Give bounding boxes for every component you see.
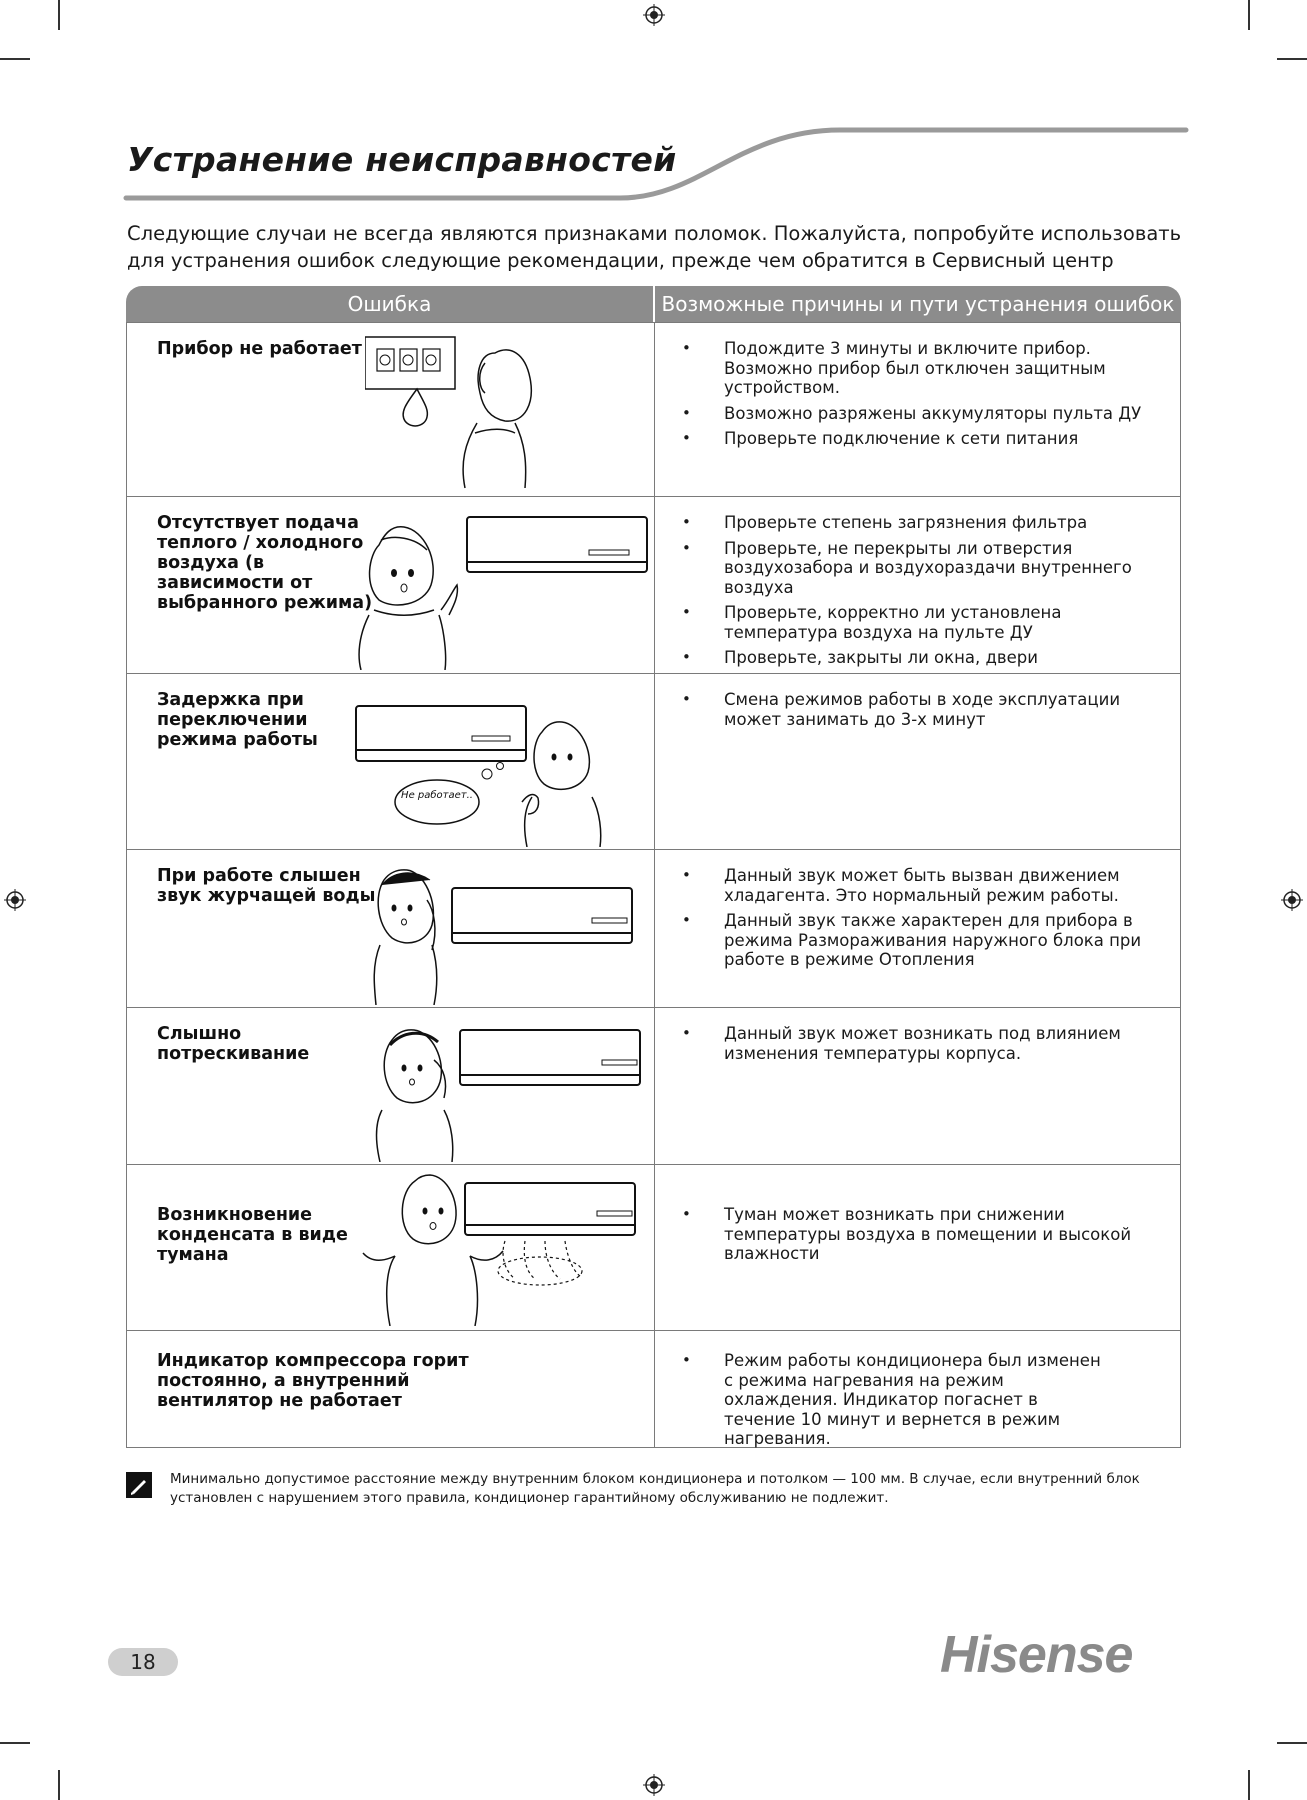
table-row — [126, 674, 1181, 850]
crop-mark — [0, 1742, 30, 1744]
header-problem: Ошибка — [126, 286, 653, 322]
woman-crackling-illustration — [372, 1020, 662, 1162]
cause-item: • Проверьте степень загрязнения фильтра — [682, 513, 1152, 533]
crop-mark — [1277, 1742, 1307, 1744]
table-row — [126, 850, 1181, 1008]
cause-item: • Туман может возникать при снижении температуры воздуха в помещении и высокой влажности — [682, 1205, 1152, 1264]
bubble-text-1: Не работает.. — [401, 790, 473, 801]
causes-list — [682, 690, 1152, 735]
causes-list — [682, 339, 1152, 455]
woman-listening-illustration — [372, 860, 652, 1005]
troubleshooting-table — [126, 286, 1181, 1448]
problem-text: Отсутствует подача теплого / холодного воздуха (в зависимости от выбранного режима) — [157, 513, 373, 613]
note-pencil-icon — [126, 1472, 152, 1498]
table-row — [126, 322, 1181, 497]
cause-item: • Возможно разряжены аккумуляторы пульта ДУ — [682, 404, 1152, 424]
problem-text: При работе слышен звук журчащей воды — [157, 866, 376, 906]
woman-fog-illustration — [355, 1171, 655, 1326]
cause-item: • Проверьте подключение к сети питания — [682, 429, 1152, 449]
causes-list — [682, 1205, 1152, 1270]
cause-item: • Смена режимов работы в ходе эксплуатации может занимать до 3-х минут — [682, 690, 1152, 729]
woman-air-conditioner-illustration — [349, 505, 649, 670]
problem-text: Возникновение конденсата в виде тумана — [157, 1205, 348, 1265]
problem-text: Слышно потрескивание — [157, 1024, 310, 1064]
causes-list — [682, 866, 1152, 976]
problem-text: Прибор не работает — [157, 339, 362, 359]
crop-mark — [58, 1770, 60, 1800]
table-row — [126, 1331, 1181, 1448]
page-title: Устранение неисправностей — [127, 140, 677, 179]
cause-item: • Режим работы кондиционера был изменен с режима нагревания на режим охлаждения. Индикатор погаснет в течение 10 минут и вернется в режим нагревания. — [682, 1351, 1104, 1449]
problem-text: Индикатор компрессора горит постоянно, а внутренний вентилятор не работает — [157, 1351, 469, 1411]
registration-mark-icon — [643, 1774, 665, 1796]
cause-item: • Проверьте, корректно ли установлена температура воздуха на пульте ДУ — [682, 603, 1152, 642]
table-row — [126, 1165, 1181, 1331]
woman-thought-bubble-illustration — [352, 702, 652, 847]
header-causes: Возможные причины и пути устранения ошибок — [655, 286, 1181, 322]
causes-list — [682, 513, 1152, 674]
registration-mark-icon — [4, 889, 26, 911]
woman-power-outlet-illustration — [365, 333, 565, 493]
cause-item: • Проверьте, не перекрыты ли отверстия воздухозабора и воздухораздачи внутреннего воздуха — [682, 539, 1152, 598]
cause-item: • Данный звук может возникать под влиянием изменения температуры корпуса. — [682, 1024, 1152, 1063]
cause-item: • Подождите 3 минуты и включите прибор. Возможно прибор был отключен защитным устройством. — [682, 339, 1152, 398]
table-row — [126, 497, 1181, 674]
causes-list — [682, 1024, 1152, 1069]
crop-mark — [1248, 1770, 1250, 1800]
table-row — [126, 1008, 1181, 1165]
page-number: 18 — [108, 1648, 178, 1676]
cause-item: • Данный звук может быть вызван движением хладагента. Это нормальный режим работы. — [682, 866, 1152, 905]
problem-text: Задержка при переключении режима работы — [157, 690, 318, 750]
cause-item: • Проверьте, закрыты ли окна, двери — [682, 648, 1152, 668]
note-text: Минимально допустимое расстояние между внутренним блоком кондиционера и потолком — 100 мм. В случае, если внутренний блок установлен с нарушением этого правила, кондиционер гарантийному обслуживанию не подлежит. — [170, 1471, 1140, 1506]
registration-mark-icon — [1281, 889, 1303, 911]
brand-logo: Hisense — [940, 1626, 1133, 1684]
causes-list — [682, 1351, 1152, 1455]
cause-item: • Данный звук также характерен для прибора в режима Размораживания наружного блока при работе в режиме Отопления — [682, 911, 1152, 970]
intro-text: Следующие случаи не всегда являются признаками поломок. Пожалуйста, попробуйте использовать для устранения ошибок следующие рекомендации, прежде чем обратится в Сервисный центр — [127, 222, 1182, 272]
